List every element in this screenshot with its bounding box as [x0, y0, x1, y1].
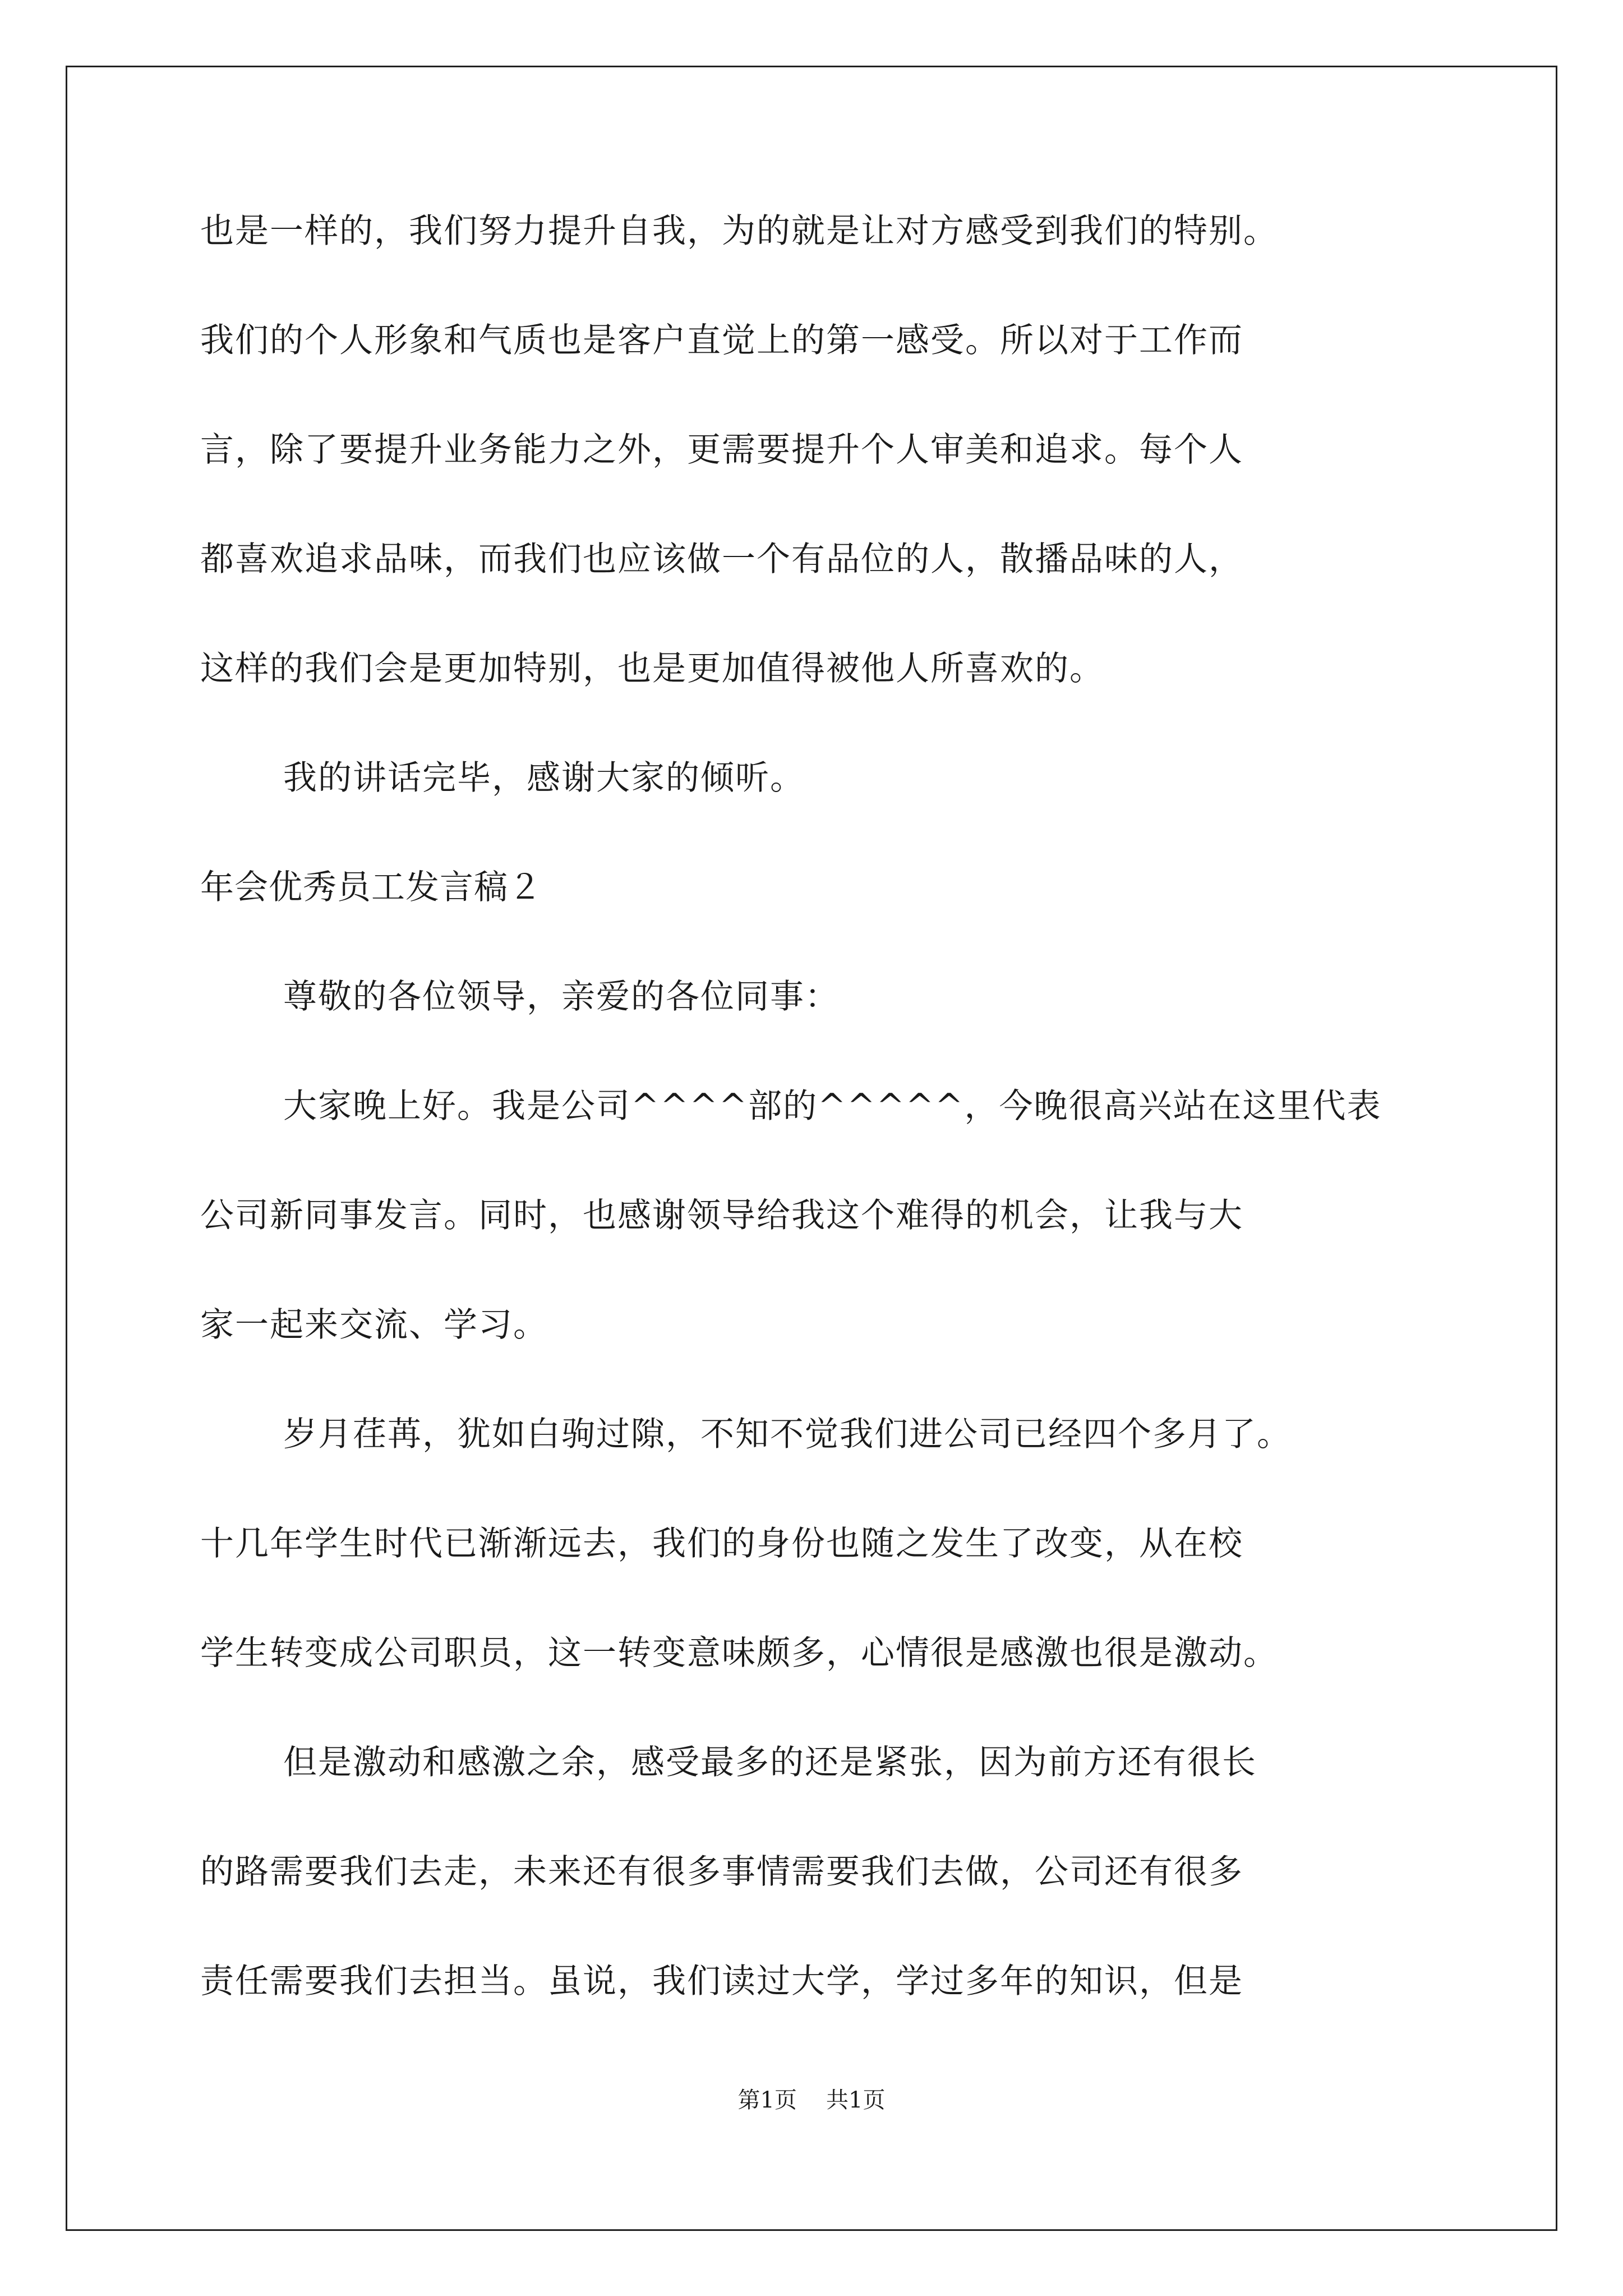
text-line: 都喜欢追求品味，而我们也应该做一个有品位的人，散播品味的人，	[200, 540, 1243, 579]
text-line: 的路需要我们去走，未来还有很多事情需要我们去做，公司还有很多	[200, 1852, 1243, 1892]
text-line: 我们的个人形象和气质也是客户直觉上的第一感受。所以对于工作而	[200, 321, 1243, 360]
text-line: 学生转变成公司职员，这一转变意味颇多，心情很是感激也很是激动。	[200, 1634, 1278, 1673]
text-line: 岁月荏苒，犹如白驹过隙，不知不觉我们进公司已经四个多月了。	[283, 1415, 1292, 1454]
page-number-current: 第1页	[737, 2087, 797, 2113]
text-line: 言，除了要提升业务能力之外，更需要提升个人审美和追求。每个人	[200, 430, 1243, 470]
text-line: 大家晚上好。我是公司^^^^部的^^^^^，今晚很高兴站在这里代表	[283, 1087, 1382, 1126]
section-heading: 年会优秀员工发言稿２	[200, 868, 542, 907]
page-footer	[0, 2085, 1623, 2116]
text-line: 这样的我们会是更加特别，也是更加值得被他人所喜欢的。	[200, 649, 1104, 688]
page-number-total: 共1页	[826, 2087, 886, 2113]
text-line: 十几年学生时代已渐渐远去，我们的身份也随之发生了改变，从在校	[200, 1524, 1243, 1563]
salutation: 尊敬的各位领导，亲爱的各位同事：	[283, 977, 840, 1016]
text-line: 我的讲话完毕，感谢大家的倾听。	[283, 758, 805, 798]
text-line: 家一起来交流、学习。	[200, 1305, 548, 1345]
text-line: 责任需要我们去担当。虽说，我们读过大学，学过多年的知识，但是	[200, 1962, 1243, 2001]
text-line: 但是激动和感激之余，感受最多的还是紧张，因为前方还有很长	[283, 1743, 1257, 1782]
text-line: 也是一样的，我们努力提升自我，为的就是让对方感受到我们的特别。	[200, 211, 1278, 251]
page-border	[66, 66, 1557, 2231]
text-line: 公司新同事发言。同时，也感谢领导给我这个难得的机会，让我与大	[200, 1196, 1243, 1235]
